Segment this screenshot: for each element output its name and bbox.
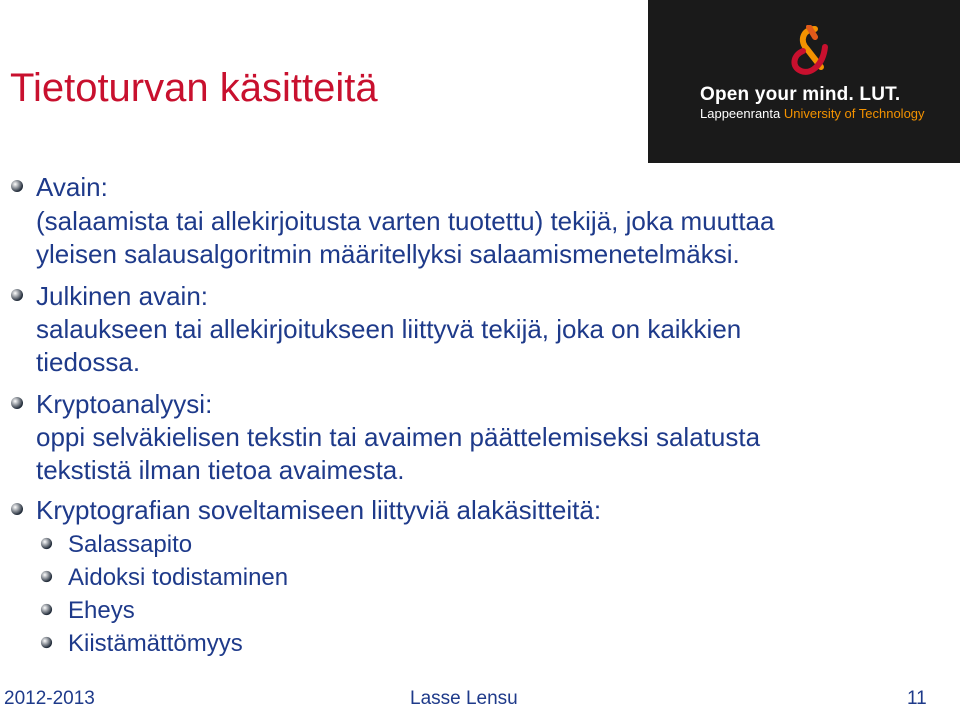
sub-bullet-text: Kiistämättömyys — [68, 630, 243, 657]
bullet-text: tiedossa. — [36, 347, 141, 377]
footer-page-number: 11 — [907, 688, 927, 709]
slide-title: Tietoturvan käsitteitä — [10, 66, 378, 110]
bullet-text: (salaamista tai allekirjoitusta varten tuotettu) tekijä, joka muuttaa — [36, 206, 775, 236]
footer-year: 2012-2013 — [4, 688, 95, 709]
bullet-icon — [10, 396, 24, 410]
bullet-heading: Julkinen avain: — [36, 281, 208, 311]
bullet-text: salaukseen tai allekirjoitukseen liittyvä tekijä, joka on kaikkien — [36, 314, 742, 344]
bullet-icon — [10, 502, 24, 516]
bullet-heading: Kryptoanalyysi: — [36, 389, 213, 419]
footer-author: Lasse Lensu — [410, 688, 518, 709]
bullet-text: yleisen salausalgoritmin määritellyksi salaamismenetelmäksi. — [36, 239, 740, 269]
bullet-heading: Kryptografian soveltamiseen liittyviä alakäsitteitä: — [36, 495, 602, 525]
bullet-icon — [10, 288, 24, 302]
logo-university-name: University of Technology — [783, 106, 925, 121]
bullet-text: oppi selväkielisen tekstin tai avaimen päättelemiseksi salatusta — [36, 422, 761, 452]
sub-bullet-text: Aidoksi todistaminen — [68, 564, 289, 591]
sub-bullet-icon — [40, 570, 53, 583]
sub-bullet-icon — [40, 636, 53, 649]
sub-bullet-text: Salassapito — [68, 531, 193, 558]
sub-bullet-icon — [40, 537, 53, 550]
bullet-heading: Avain: — [36, 172, 108, 202]
bullet-text: tekstistä ilman tietoa avaimesta. — [36, 455, 405, 485]
bullet-icon — [10, 179, 24, 193]
logo-university-city: Lappeenranta — [700, 106, 784, 121]
sub-bullet-icon — [40, 603, 53, 616]
logo-tagline: Open your mind. LUT. — [700, 84, 901, 105]
sub-bullet-text: Eheys — [68, 597, 135, 624]
